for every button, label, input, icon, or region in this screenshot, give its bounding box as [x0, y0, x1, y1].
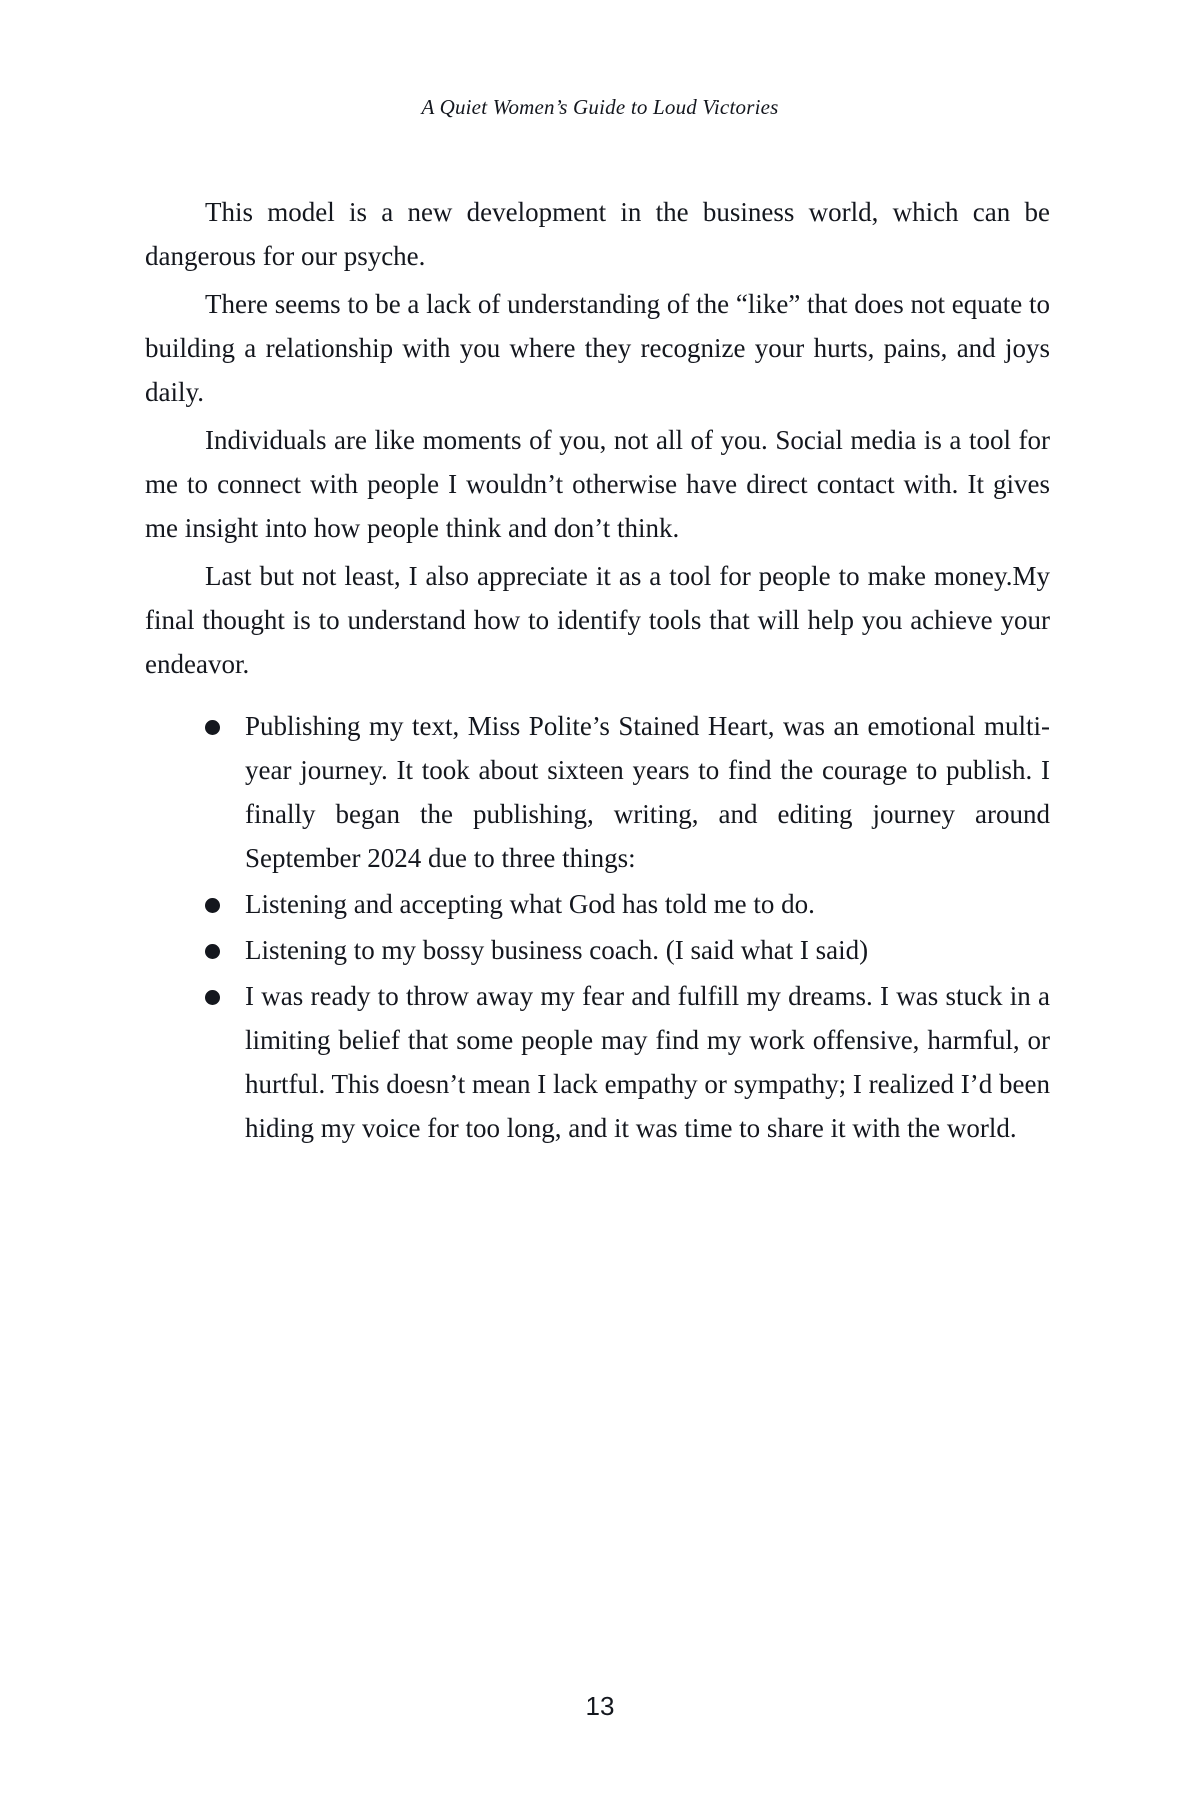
bullet-dot-icon [205, 944, 220, 959]
list-item [145, 704, 1050, 880]
running-head: A Quiet Women’s Guide to Loud Victories [421, 95, 779, 119]
paragraph: Last but not least, I also appreciate it as a tool for people to make money.My final thought is to understand how to identify tools that will help you achieve your endeavor. [145, 561, 1050, 679]
paragraph: There seems to be a lack of understanding of the “like” that does not equate to building a relationship with you where they recognize your hurts, pains, and joys daily. [145, 289, 1050, 407]
paragraph: Individuals are like moments of you, not all of you. Social media is a tool for me to connect with people I wouldn’t otherwise have direct contact with. It gives me insight into how people think and don’t think. [145, 425, 1050, 543]
list-item-text: Listening and accepting what God has told me to do. [245, 889, 815, 919]
list-item [145, 882, 1050, 926]
body-text-block [145, 190, 1050, 1152]
bullet-list [145, 704, 1050, 1150]
page-number: 13 [585, 1691, 615, 1721]
bullet-dot-icon [205, 898, 220, 913]
list-item-text: Publishing my text, Miss Polite’s Stained Heart, was an emotional multi-year journey. It took about sixteen years to find the courage to publish. I finally began the publishing, writing, and editing journey around September 2024 due to three things: [245, 711, 1050, 873]
list-item-text: I was ready to throw away my fear and fulfill my dreams. I was stuck in a limiting belief that some people may find my work offensive, harmful, or hurtful. This doesn’t mean I lack empathy or sympathy; I realized I’d been hiding my voice for too long, and it was time to share it with the world. [245, 981, 1051, 1143]
paragraph: This model is a new development in the business world, which can be dangerous for our psyche. [145, 197, 1050, 271]
list-item-text: Listening to my bossy business coach. (I said what I said) [245, 935, 869, 965]
list-item [145, 974, 1050, 1150]
bullet-dot-icon [205, 720, 220, 735]
bullet-dot-icon [205, 990, 220, 1005]
list-item [145, 928, 1050, 972]
